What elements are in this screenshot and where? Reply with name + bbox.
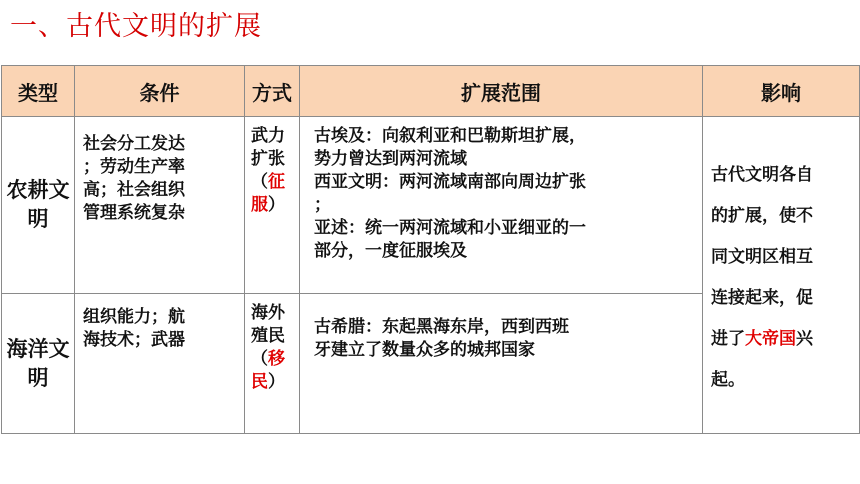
method-line: 海外 [251, 303, 285, 323]
header-row [2, 66, 860, 117]
expansion-table [1, 65, 860, 434]
scope-cell [300, 294, 703, 434]
scope-line: 亚述：统一两河流域和小亚细亚的一 [314, 218, 586, 238]
method-cell [245, 117, 300, 294]
method-line: 殖民 [251, 326, 285, 346]
method-highlight: 民 [251, 372, 268, 392]
page-title: 一、古代文明的扩展 [10, 11, 262, 42]
scope-line: 部分，一度征服埃及 [314, 241, 467, 261]
method-highlight: 移 [268, 349, 285, 369]
impact-line [711, 319, 855, 360]
scope-line: 势力曾达到两河流域 [314, 149, 467, 169]
impact-line: 起。 [711, 370, 745, 390]
scope-line: 牙建立了数量众多的城邦国家 [314, 340, 535, 360]
condition-line: 社会分工发达 [83, 134, 185, 154]
type-cell [2, 117, 75, 294]
header-conditions: 条件 [75, 66, 245, 117]
impact-line: 古代文明各自 [711, 165, 813, 185]
method-line [251, 371, 297, 394]
header-method: 方式 [245, 66, 300, 117]
paren-open: （ [251, 172, 268, 192]
header-scope: 扩展范围 [300, 66, 703, 117]
scope-line: ； [314, 195, 331, 215]
method-line: 武力 [251, 126, 285, 146]
scope-cell [300, 117, 703, 294]
condition-line: 高；社会组织 [83, 180, 185, 200]
impact-text: 进了 [711, 329, 745, 349]
scope-line: 古希腊：东起黑海东岸，西到西班 [314, 317, 569, 337]
impact-line: 同文明区相互 [711, 247, 813, 267]
impact-text: 兴 [796, 329, 813, 349]
conditions-cell [75, 294, 245, 434]
condition-line: ；劳动生产率 [83, 157, 185, 177]
method-line: 扩张 [251, 149, 285, 169]
table-row [2, 117, 860, 294]
conditions-cell [75, 117, 245, 294]
type-label: 农耕文明 [6, 178, 70, 231]
method-highlight: 服 [251, 195, 268, 215]
method-line [251, 348, 297, 371]
paren-close: ） [268, 195, 285, 215]
condition-line: 海技术；武器 [83, 330, 185, 350]
condition-line: 组织能力；航 [83, 307, 185, 327]
scope-line: 古埃及：向叙利亚和巴勒斯坦扩展， [314, 126, 586, 146]
method-line [251, 171, 297, 194]
impact-highlight: 大帝国 [745, 329, 796, 349]
impact-line: 的扩展，使不 [711, 206, 813, 226]
type-label: 海洋文明 [6, 336, 70, 390]
type-cell [2, 294, 75, 434]
method-line [251, 194, 297, 217]
method-highlight: 征 [268, 172, 285, 192]
scope-line: 西亚文明：两河流域南部向周边扩张 [314, 172, 586, 192]
header-type: 类型 [2, 66, 75, 117]
method-cell [245, 294, 300, 434]
impact-line: 连接起来，促 [711, 288, 813, 308]
condition-line: 管理系统复杂 [83, 203, 185, 223]
paren-open: （ [251, 349, 268, 369]
header-impact: 影响 [703, 66, 860, 117]
paren-close: ） [268, 372, 285, 392]
impact-cell [703, 117, 860, 434]
